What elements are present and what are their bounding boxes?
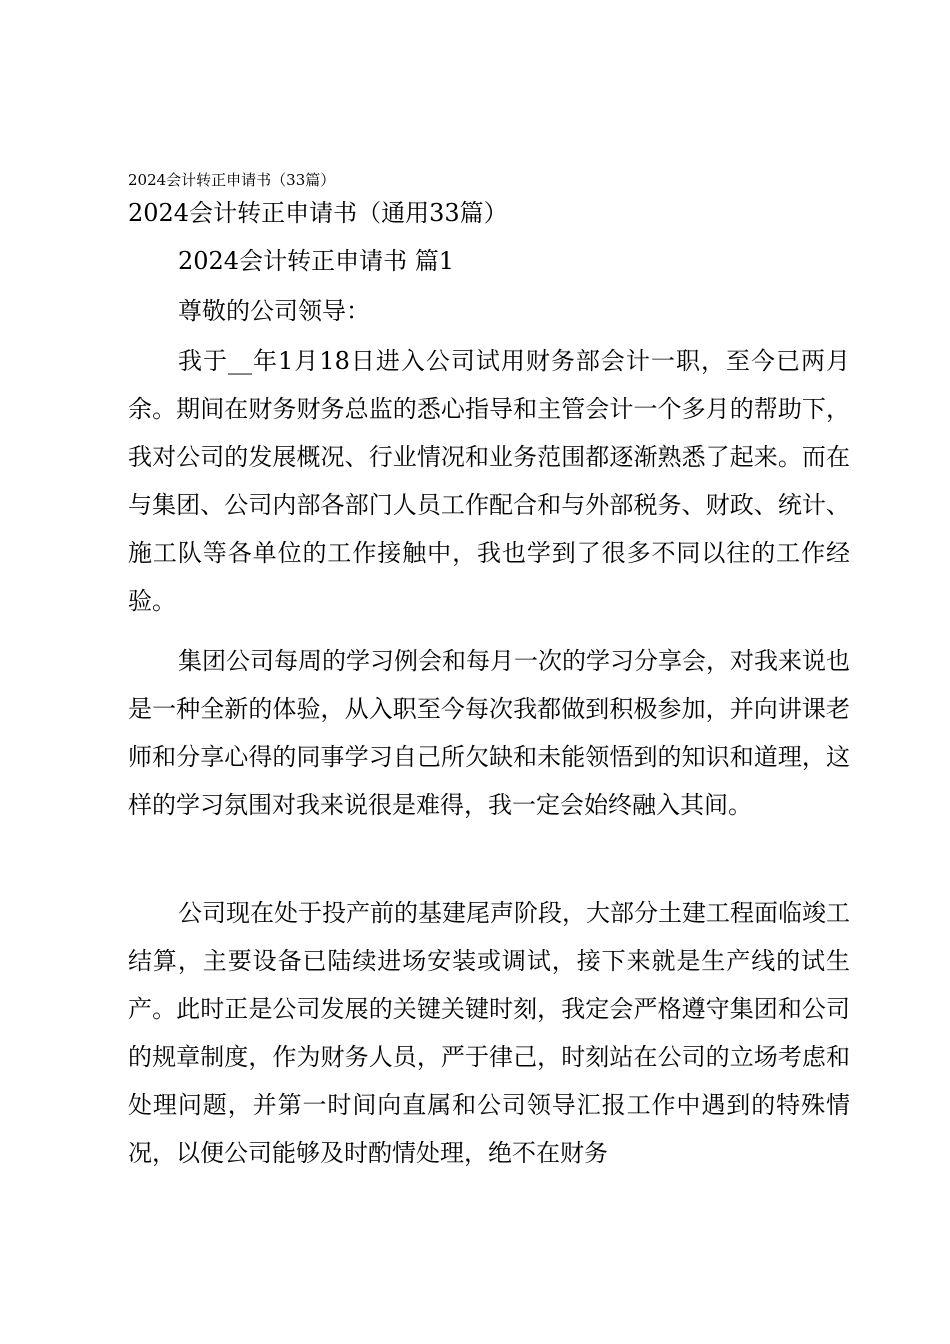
body-paragraph-1: 我于__年1月18日进入公司试用财务部会计一职，至今已两月余。期间在财务财务总监的悉心指导和主管会计一个多月的帮助下，我对公司的发展概况、行业情况和业务范围都逐渐熟悉了起来。而在与集团、公司内部各部门人员工作配合和与外部税务、财政、统计、施工队等各单位的工作接触中，我也学到了很多不同以往的工作经验。 [128, 347, 850, 615]
document-title: 2024会计转正申请书（通用33篇） [128, 199, 508, 227]
body-paragraph-3: 公司现在处于投产前的基建尾声阶段，大部分土建工程面临竣工结算，主要设备已陆续进场安装或调试，接下来就是生产线的试生产。此时正是公司发展的关键关键时刻，我定会严格遵守集团和公司的规章制度，作为财务人员，严于律己，时刻站在公司的立场考虑和处理问题，并第一时间向直属和公司领导汇报工作中遇到的特殊情况，以便公司能够及时酌情处理，绝不在财务 [128, 899, 850, 1167]
body-paragraph-2: 集团公司每周的学习例会和每月一次的学习分享会，对我来说也是一种全新的体验，从入职至今每次我都做到积极参加，并向讲课老师和分享心得的同事学习自己所欠缺和未能领悟到的知识和道理，这样的学习氛围对我来说很是难得，我一定会始终融入其间。 [128, 647, 850, 819]
section-heading: 2024会计转正申请书 篇1 [178, 247, 454, 275]
running-header: 2024会计转正申请书（33篇） [128, 171, 336, 189]
salutation: 尊敬的公司领导： [178, 297, 370, 325]
